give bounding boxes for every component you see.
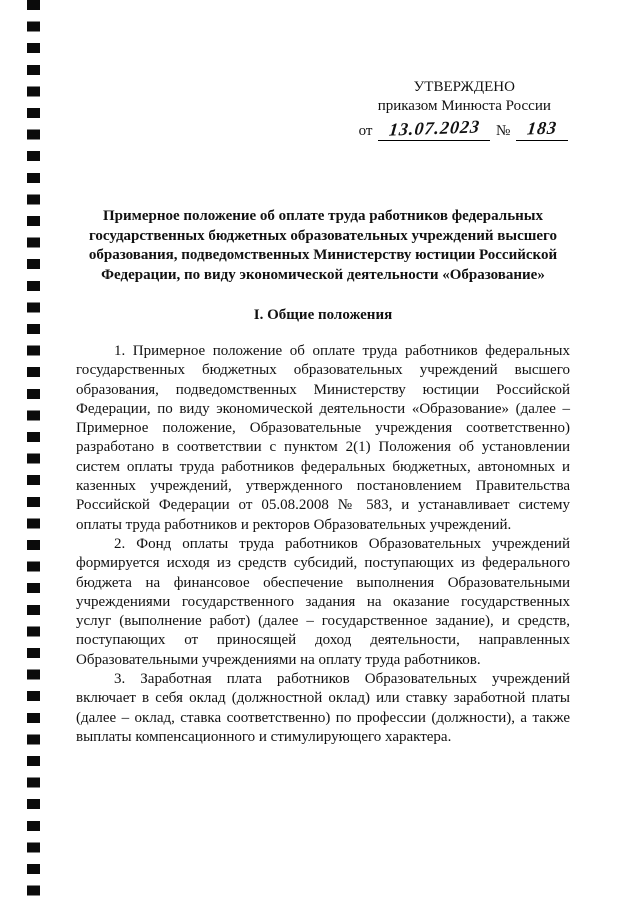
document-title: Примерное положение об оплате труда работников федеральных государственных бюджетных образовательных учреждений высшего образования, подведомственных Министерству юстиции Российской Федерации, по виду экономической деятельности «Образование» <box>88 208 558 283</box>
paragraph-1: 1. Примерное положение об оплате труда работников федеральных государственных бюджетных образовательных учреждений высшего образования, подведомственных Министерству юстиции Российской Федерации, по виду экономической деятельности «Образование» (далее – Примерное положение, Образовательные учреждения соответственно) разработано в соответствии с пунктом 2(1) Положения об установлении систем оплаты труда работников федеральных бюджетных, автономных и казенных учреждений, утвержденного постановлением Правительства Российской Федерации от 05.08.2008 № 583, и устанавливает систему оплаты труда работников и ректоров Образовательных учреждений. <box>76 343 570 533</box>
approval-date-number-line <box>358 116 570 141</box>
number-blank-line <box>516 119 568 141</box>
paragraph-3: 3. Заработная плата работников Образовательных учреждений включает в себя оклад (должностной оклад) или ставку заработной платы (далее – оклад, ставка соответственно) по профессии (должности), а также выплаты компенсационного и стимулирующего характера. <box>76 671 570 745</box>
document-body <box>76 342 570 747</box>
approved-label: УТВЕРЖДЕНО <box>413 79 515 95</box>
approval-order-line: приказом Минюста России <box>377 98 551 114</box>
edge-perforation-strip <box>27 0 40 905</box>
date-prefix-label: от <box>358 123 373 139</box>
document-content <box>76 0 570 747</box>
handwritten-number: 183 <box>526 117 559 139</box>
date-blank-line <box>378 116 490 141</box>
section-heading: I. Общие положения <box>253 307 393 323</box>
number-sign-label: № <box>495 123 511 139</box>
approval-block <box>76 78 570 141</box>
approval-stamp <box>359 78 570 141</box>
paragraph-2: 2. Фонд оплаты труда работников Образовательных учреждений формируется исходя из средств субсидий, поступающих из федерального бюджета на финансовое обеспечение выполнения Образовательными учреждениями государственного задания на оказание государственных услуг (выполнение работ) (далее – государственное задание), и средств, поступающих от приносящей доход деятельности, направленных Образовательными учреждениями на оплату труда работников. <box>76 535 570 668</box>
handwritten-date: 13.07.2023 <box>387 116 481 140</box>
